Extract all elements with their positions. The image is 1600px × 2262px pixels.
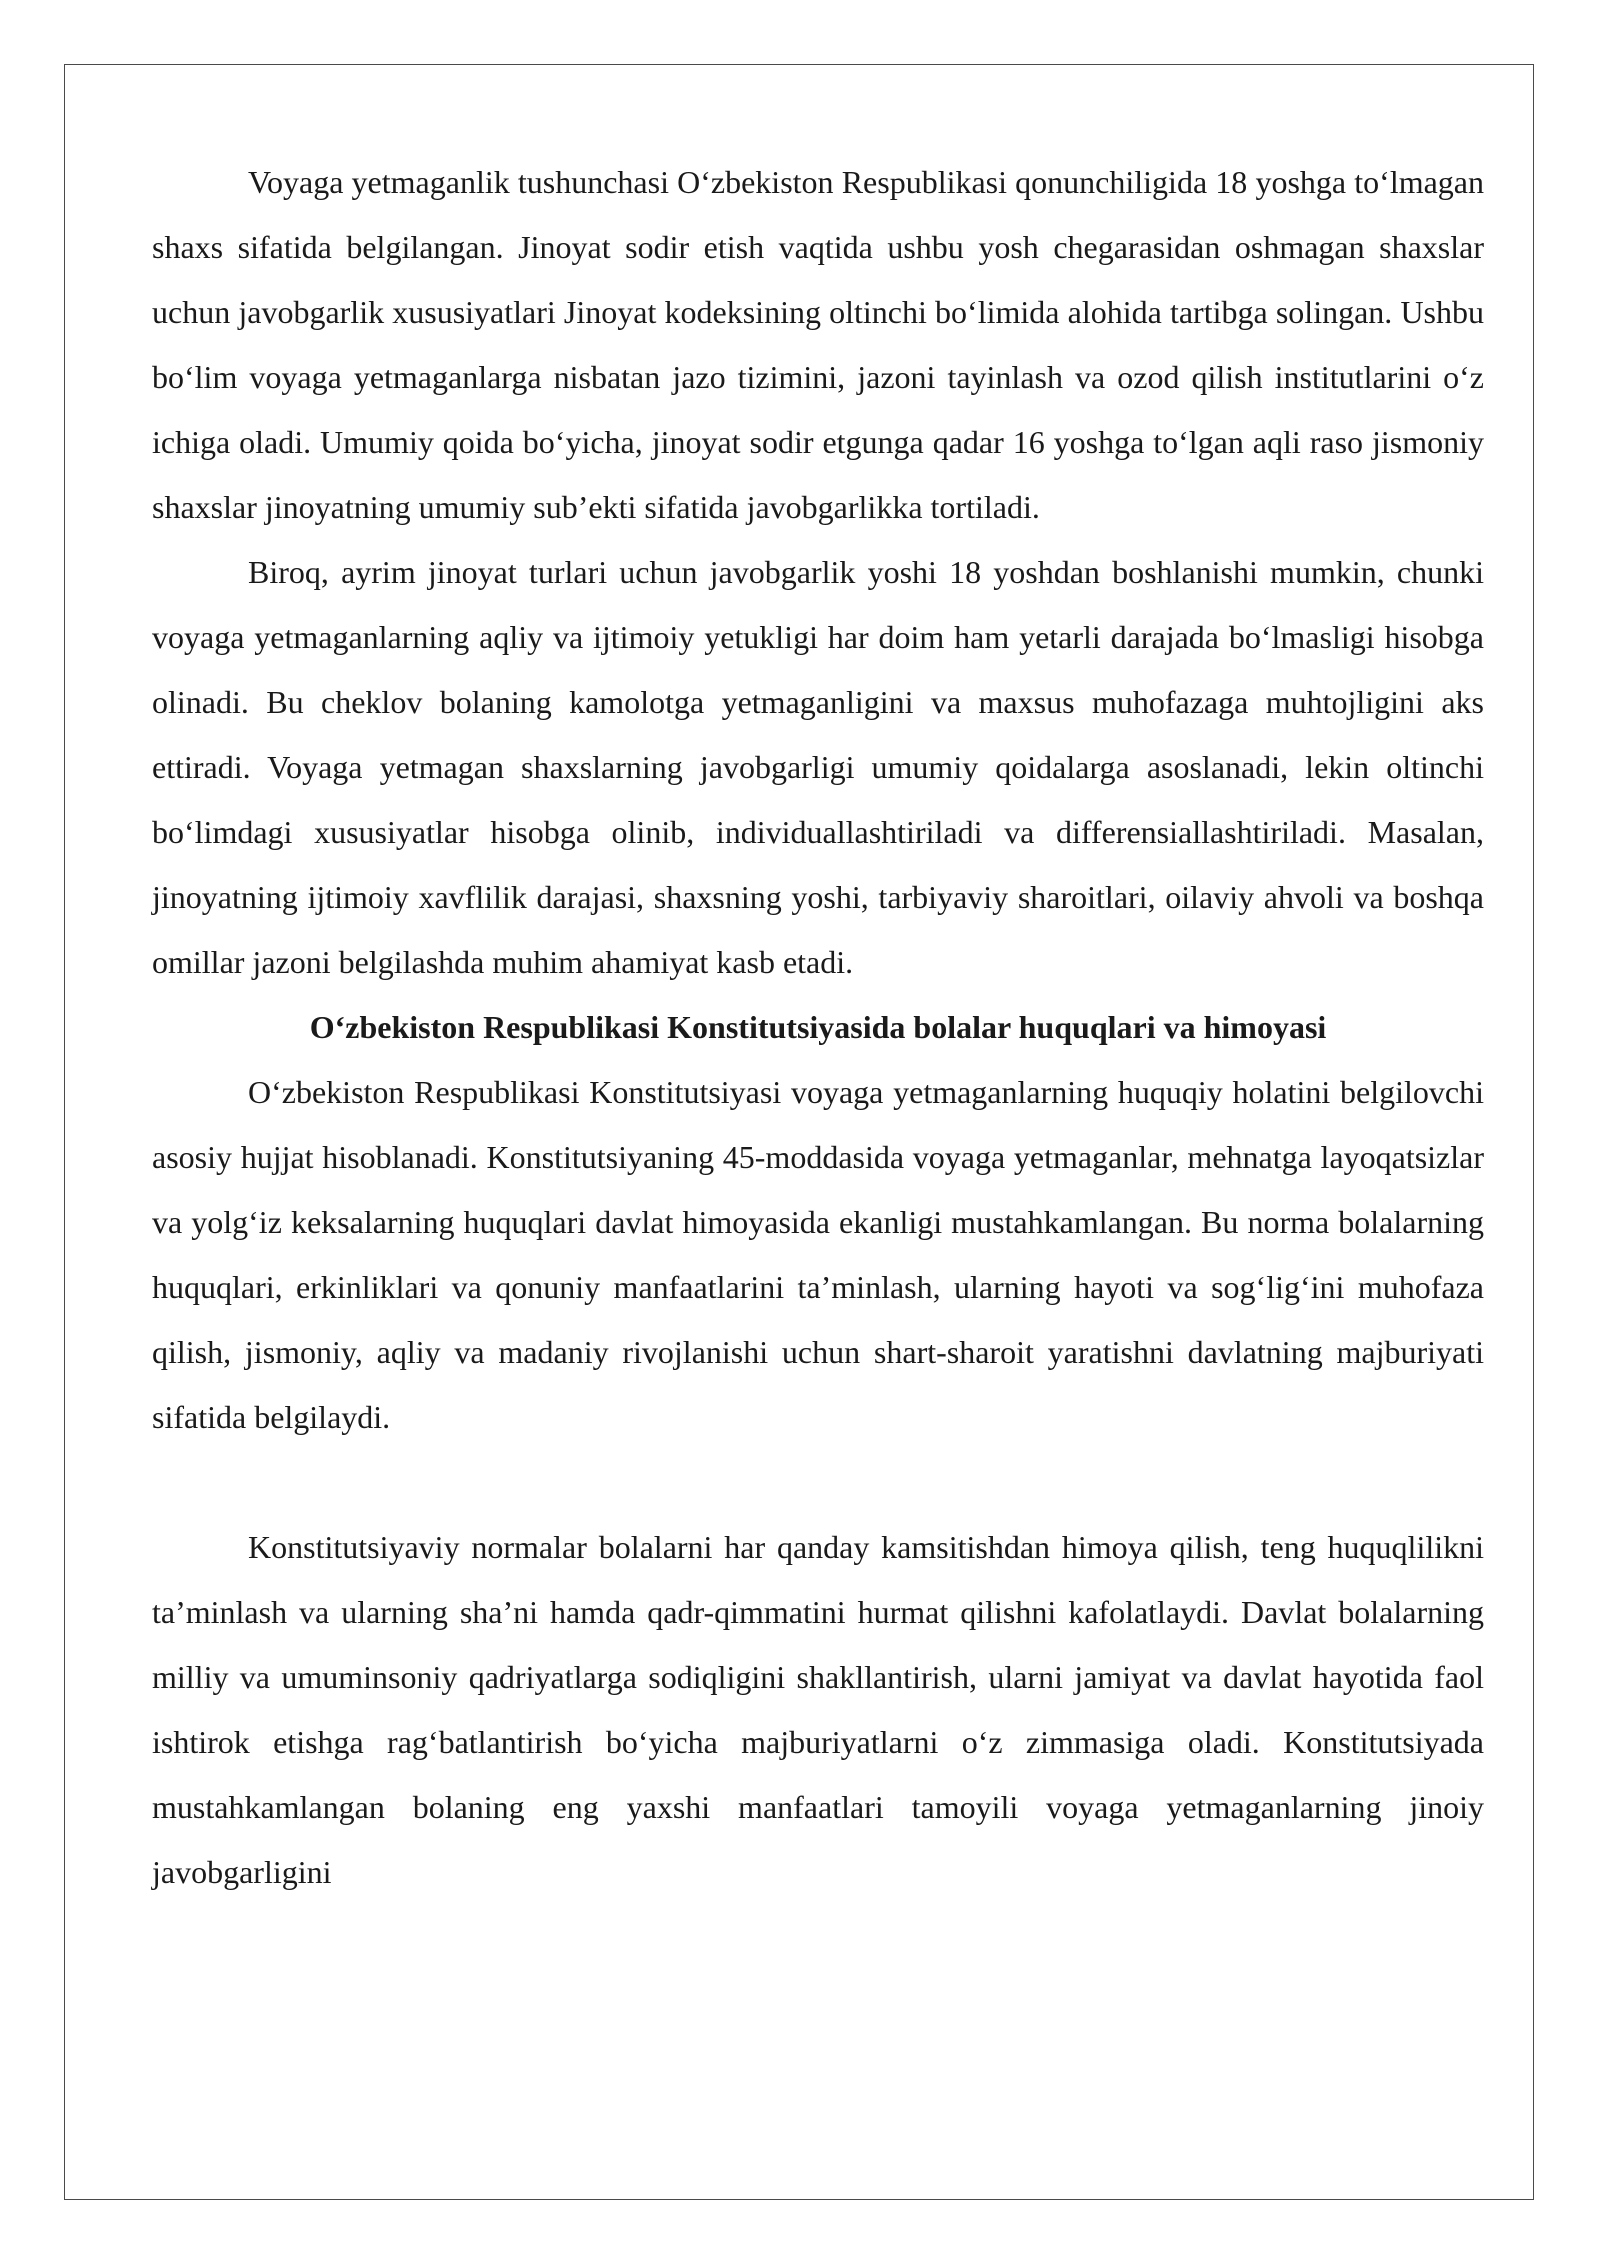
paragraph-1: Voyaga yetmaganlik tushunchasi Oʻzbekiston Respublikasi qonunchiligida 18 yoshga toʻlmagan shaxs sifatida belgilangan. Jinoyat sodir etish vaqtida ushbu yosh chegarasidan oshmagan shaxslar uchun javobgarlik xususiyatlari Jinoyat kodeksining oltinchi boʻlimida alohida tartibga solingan. Ushbu boʻlim voyaga yetmaganlarga nisbatan jazo tizimini, jazoni tayinlash va ozod qilish institutlarini oʻz ichiga oladi. Umumiy qoida boʻyicha, jinoyat sodir etgunga qadar 16 yoshga toʻlgan aqli raso jismoniy shaxslar jinoyatning umumiy sub’ekti sifatida javobgarlikka tortiladi. — [152, 164, 1484, 525]
paragraph-spacer — [152, 1450, 1484, 1515]
paragraph-3: Oʻzbekiston Respublikasi Konstitutsiyasi voyaga yetmaganlarning huquqiy holatini belgilovchi asosiy hujjat hisoblanadi. Konstitutsiyaning 45-moddasida voyaga yetmaganlar, mehnatga layoqatsizlar va yolgʻiz keksalarning huquqlari davlat himoyasida ekanligi mustahkamlangan. Bu norma bolalarning huquqlari, erkinliklari va qonuniy manfaatlarini ta’minlash, ularning hayoti va sogʻligʻini muhofaza qilish, jismoniy, aqliy va madaniy rivojlanishi uchun shart-sharoit yaratishni davlatning majburiyati sifatida belgilaydi. — [152, 1074, 1484, 1435]
paragraph-4: Konstitutsiyaviy normalar bolalarni har qanday kamsitishdan himoya qilish, teng huquqlilikni ta’minlash va ularning sha’ni hamda qadr-qimmatini hurmat qilishni kafolatlaydi. Davlat bolalarning milliy va umuminsoniy qadriyatlarga sodiqligini shakllantirish, ularni jamiyat va davlat hayotida faol ishtirok etishga ragʻbatlantirish boʻyicha majburiyatlarni oʻz zimmasiga oladi. Konstitutsiyada mustahkamlangan bolaning eng yaxshi manfaatlari tamoyili voyaga yetmaganlarning jinoiy javobgarligini — [152, 1529, 1484, 1890]
document-body — [152, 150, 1484, 1905]
paragraph-2: Biroq, ayrim jinoyat turlari uchun javobgarlik yoshi 18 yoshdan boshlanishi mumkin, chunki voyaga yetmaganlarning aqliy va ijtimoiy yetukligi har doim ham yetarli darajada boʻlmasligi hisobga olinadi. Bu cheklov bolaning kamolotga yetmaganligini va maxsus muhofazaga muhtojligini aks ettiradi. Voyaga yetmagan shaxslarning javobgarligi umumiy qoidalarga asoslanadi, lekin oltinchi boʻlimdagi xususiyatlar hisobga olinib, individuallashtiriladi va differensiallashtiriladi. Masalan, jinoyatning ijtimoiy xavflilik darajasi, shaxsning yoshi, tarbiyaviy sharoitlari, oilaviy ahvoli va boshqa omillar jazoni belgilashda muhim ahamiyat kasb etadi. — [152, 554, 1484, 980]
section-heading: Oʻzbekiston Respublikasi Konstitutsiyasida bolalar huquqlari va himoyasi — [309, 1009, 1327, 1045]
